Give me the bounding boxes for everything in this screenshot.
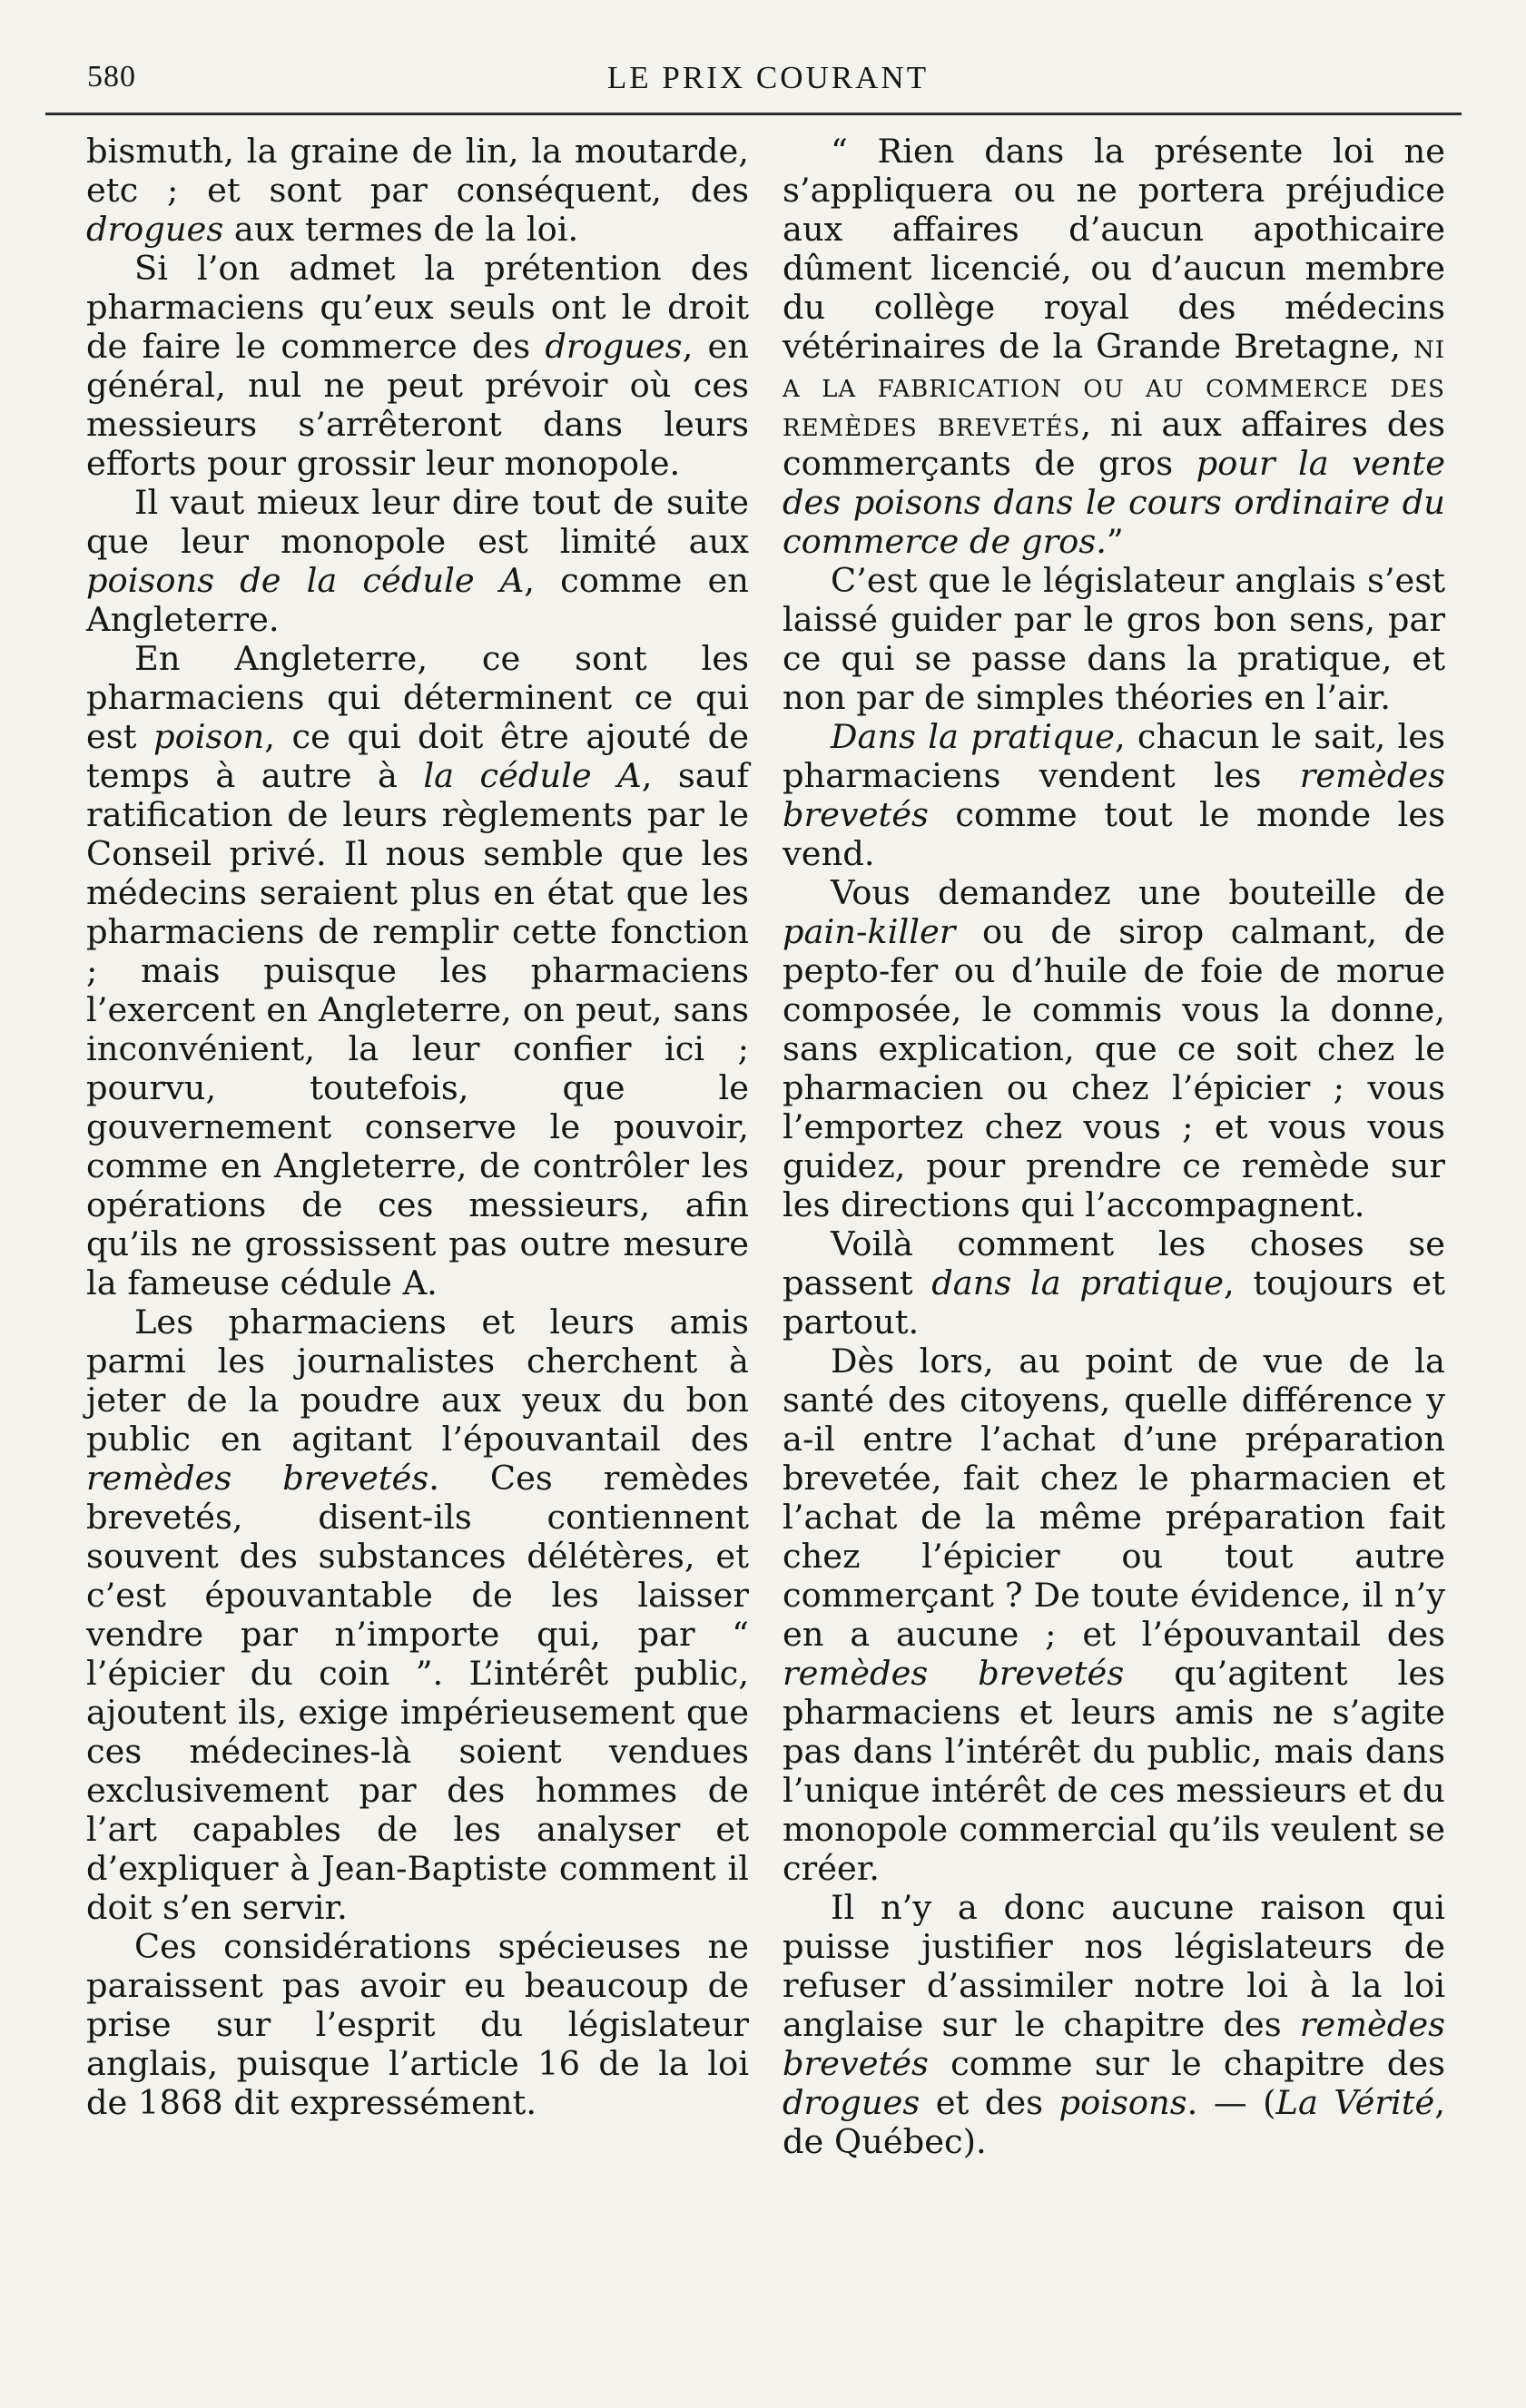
text-run: Voilà comment les choses se passent xyxy=(783,1224,1445,1302)
text-run: , de Québec). xyxy=(783,2083,1445,2161)
text-run: . Ces remèdes brevetés, disent-ils contiennent souvent des substances délétères, et c’est épouvantable de les laisser vendre par n’importe qui, par “ l’épicier du coin ”. L’intérêt public, ajoutent ils, exige impérieusement que ces médecines-là soient vendues exclusivement par des hommes de l’art capables de les analyser et d’expliquer à Jean-Baptiste comment il doit s’en servir. xyxy=(86,1459,749,1927)
text-run: . — ( xyxy=(1186,2083,1276,2122)
header-rule xyxy=(45,113,1462,115)
paragraph xyxy=(783,717,1445,873)
italic-text: remèdes brevetés xyxy=(783,2005,1445,2083)
text-run: Il vaut mieux leur dire tout de suite que leur monopole est limité aux xyxy=(86,483,749,561)
italic-text: remèdes brevetés xyxy=(86,1459,429,1498)
paragraph xyxy=(783,561,1445,717)
italic-text: drogues xyxy=(545,327,683,366)
text-run: ou de sirop calmant, de pepto-fer ou d’huile de foie de morue composée, le commis vous la donne, sans explication, que ce soit chez le pharmacien ou chez l’épicier ; vous l’emportez chez vous ; et vous vous guidez, pour prendre ce remède sur les directions qui l’accompagnent. xyxy=(783,912,1445,1224)
text-run: “ Rien dans la présente loi ne s’appliquera ou ne portera préjudice aux affaires d’aucun apothicaire dûment licencié, ou d’aucun membre du collège royal des médecins vétérinaires de la Grande Bretagne, xyxy=(783,132,1445,366)
right-column xyxy=(783,132,1445,2161)
text-run: Vous demandez une bouteille de xyxy=(831,873,1445,912)
paragraph xyxy=(86,132,749,249)
text-run: bismuth, la graine de lin, la moutarde, etc ; et sont par conséquent, des xyxy=(86,132,749,210)
text-run: , comme en Angleterre. xyxy=(86,561,749,639)
text-run: En Angleterre, ce sont les pharmaciens qui déterminent ce qui est xyxy=(86,639,749,756)
italic-text: poison xyxy=(153,717,265,756)
italic-text: remèdes brevetés xyxy=(783,1654,1125,1693)
italic-text: drogues xyxy=(783,2083,921,2122)
paragraph xyxy=(783,1224,1445,1342)
text-run: , chacun le sait, les pharmaciens vendent les xyxy=(783,717,1445,795)
text-run: qu’agitent les pharmaciens et leurs amis ne s’agite pas dans l’intérêt du public, mais dans l’unique intérêt de ces messieurs et du monopole commercial qu’ils veulent se créer. xyxy=(783,1654,1445,1888)
text-run: , ni aux affaires des commerçants de gros xyxy=(783,405,1446,483)
italic-text: poisons de la cédule A xyxy=(86,561,525,600)
text-run: comme tout le monde les vend. xyxy=(783,795,1445,873)
text-run: , sauf ratification de leurs règlements par le Conseil privé. Il nous semble que les médecins seraient plus en état que les pharmaciens de remplir cette fonction ; mais puisque les pharmaciens l’exercent en Angleterre, on peut, sans inconvénient, la leur confier ici ; pourvu, toutefois, que le gouvernement conserve le pouvoir, comme en Angleterre, de contrôler les opérations de ces messieurs, afin qu’ils ne grossissent pas outre mesure la fameuse cédule A. xyxy=(86,756,749,1302)
paragraph xyxy=(783,132,1445,561)
paragraph xyxy=(783,1888,1445,2161)
text-run: comme sur le chapitre des xyxy=(928,2044,1445,2083)
text-run: Les pharmaciens et leurs amis parmi les journalistes cherchent à jeter de la poudre aux yeux du bon public en agitant l’épouvantail des xyxy=(86,1302,749,1459)
left-column xyxy=(86,132,749,2122)
paragraph xyxy=(86,1927,749,2122)
italic-text: drogues xyxy=(86,210,224,249)
text-run: , toujours et partout. xyxy=(783,1263,1445,1342)
text-run: Si l’on admet la prétention des pharmaciens qu’eux seuls ont le droit de faire le commerce des xyxy=(86,249,749,366)
page-number: 580 xyxy=(87,60,136,93)
paragraph xyxy=(86,639,749,1302)
text-run: Ces considérations spécieuses ne paraissent pas avoir eu beaucoup de prise sur l’esprit du législateur anglais, puisque l’article 16 de la loi de 1868 dit expressément. xyxy=(86,1927,749,2122)
text-run: , ce qui doit être ajouté de temps à autre à xyxy=(86,717,749,795)
paragraph xyxy=(86,249,749,483)
text-run: ” xyxy=(1106,522,1124,561)
text-run: C’est que le législateur anglais s’est laissé guider par le gros bon sens, par ce qui se passe dans la pratique, et non par de simples théories en l’air. xyxy=(783,561,1445,717)
text-run: aux termes de la loi. xyxy=(223,210,579,249)
italic-text: La Vérité xyxy=(1275,2083,1435,2122)
paragraph xyxy=(783,873,1445,1224)
paragraph xyxy=(86,483,749,639)
italic-text: pain-killer xyxy=(783,912,956,951)
text-run: et des xyxy=(920,2083,1059,2122)
italic-text: Dans la pratique xyxy=(831,717,1115,756)
italic-text: pour la vente des poisons dans le cours ordinaire du commerce de gros. xyxy=(783,444,1445,561)
text-run: , en général, nul ne peut prévoir où ces messieurs s’arrêteront dans leurs efforts pour grossir leur monopole. xyxy=(86,327,749,483)
small-caps-text: ni a la fabrication ou au commerce des remèdes brevetés xyxy=(783,327,1445,444)
text-run: Il n’y a donc aucune raison qui puisse justifier nos législateurs de refuser d’assimiler notre loi à la loi anglaise sur le chapitre des xyxy=(783,1888,1445,2044)
italic-text: poisons xyxy=(1058,2083,1187,2122)
running-title: LE PRIX COURANT xyxy=(606,60,930,95)
italic-text: dans la pratique xyxy=(931,1263,1224,1302)
paragraph xyxy=(783,1342,1445,1888)
paragraph xyxy=(86,1302,749,1927)
italic-text: remèdes brevetés xyxy=(783,756,1445,834)
page-header xyxy=(87,60,1449,100)
italic-text: la cédule A xyxy=(423,756,642,795)
text-run: Dès lors, au point de vue de la santé des citoyens, quelle différence y a-il entre l’achat d’une préparation brevetée, fait chez le pharmacien et l’achat de la même préparation fait chez l’épicier ou tout autre commerçant ? De toute évidence, il n’y en a aucune ; et l’épouvantail des xyxy=(783,1342,1445,1654)
